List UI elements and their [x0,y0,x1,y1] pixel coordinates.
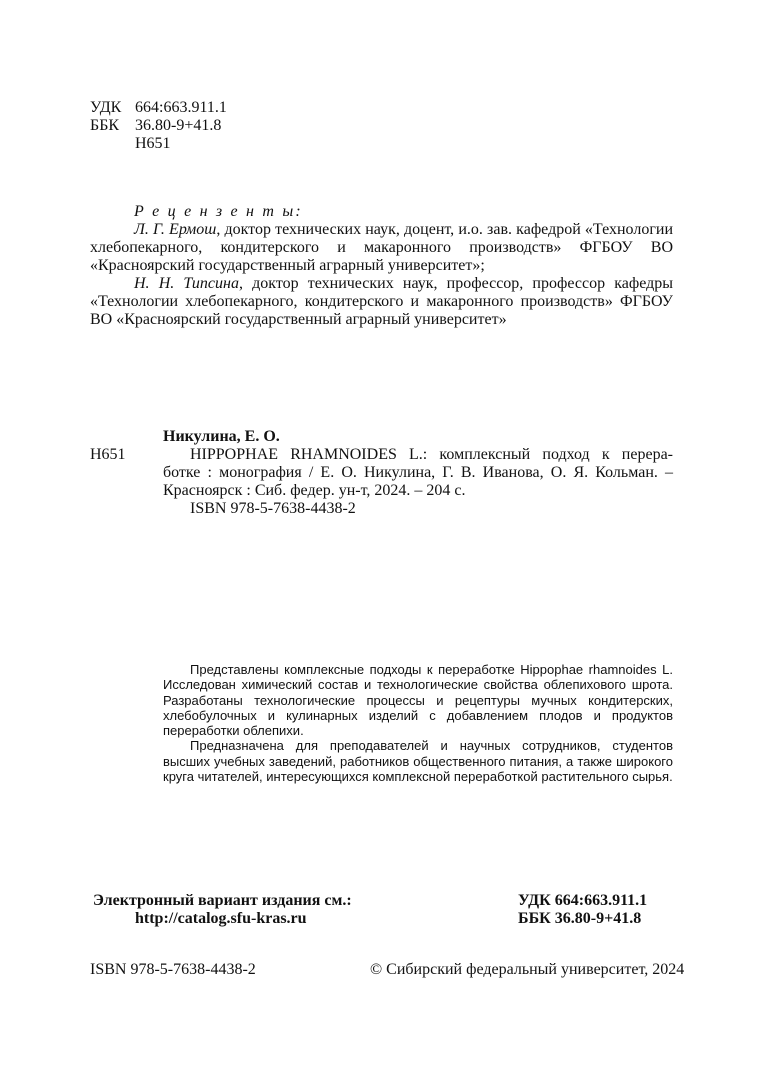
reviewer-2-text: , доктор технических наук, профессор, профессор кафедры «Технологии хлебопекарного, кондитерского и макаронного производств» ФГБОУ ВО «Красноярский государственный аграрный университет» [90,275,673,328]
bbk-line [90,117,390,135]
copyright: © Сибирский федеральный университет, 2024 [370,961,685,978]
reviewers-block [90,203,673,329]
reviewers-heading: Р е ц е н з е н т ы: [134,203,303,220]
abstract-paragraph-2: Предназначена для преподавателей и научных сотрудников, студентов высших учебных заведений, работников общественного питания, а также широкого круга читателей, интересующихся комплексной переработкой растительного сырья. [163,738,673,785]
classification-block [90,99,390,153]
catalog-entry [163,446,673,518]
catalog-mark: Н651 [90,446,126,463]
catalog-author: Никулина, Е. О. [163,428,280,445]
author-mark: Н651 [135,135,171,152]
reviewer-2 [90,275,673,329]
author-mark-line [90,135,390,153]
reviewer-1 [90,221,673,275]
footer-udk: УДК 664:663.911.1 [518,892,648,909]
catalog-title-line-1: HIPPOPHAE RHAMNOIDES L.: комплексный подход к перера- [190,446,673,463]
abstract-paragraph-1: Представлены комплексные подходы к переработке Hippophae rhamnoides L. Исследован химический состав и технологические свойства облепихового шрота. Разработаны технологические процессы и рецептуры мучных кондитерских, хлебобулочных и кулинарных изделий с добавлением плодов и продуктов переработки облепихи. [163,662,673,739]
reviewer-1-name: Л. Г. Ермош [134,221,217,238]
catalog-title-line-3: Красноярск : Сиб. федер. ун-т, 2024. – 204 с. [163,482,466,499]
abstract-block [163,662,673,784]
reviewer-2-name: Н. Н. Типсина [134,275,239,292]
udk-line [90,99,390,117]
catalog-isbn: ISBN 978-5-7638-4438-2 [190,500,356,517]
udk-label: УДК [90,99,122,116]
udk-value: 664:663.911.1 [135,99,227,116]
bbk-label: ББК [90,117,120,134]
catalog-title-line-2: ботке : монография / Е. О. Никулина, Г. В. Иванова, О. Я. Кольман. – [163,464,673,481]
catalog-url[interactable]: http://catalog.sfu-kras.ru [135,910,307,927]
bbk-value: 36.80-9+41.8 [135,117,222,134]
footer-isbn: ISBN 978-5-7638-4438-2 [90,961,256,978]
electronic-label: Электронный вариант издания см.: [93,892,352,909]
footer-bbk: ББК 36.80-9+41.8 [518,910,642,927]
reviewer-1-text: , доктор технических наук, доцент, и.о. зав. кафедрой «Технологии хлебопекарного, кондитерского и макаронного производств» ФГБОУ ВО «Красноярский государственный аграрный университет»; [90,221,674,274]
